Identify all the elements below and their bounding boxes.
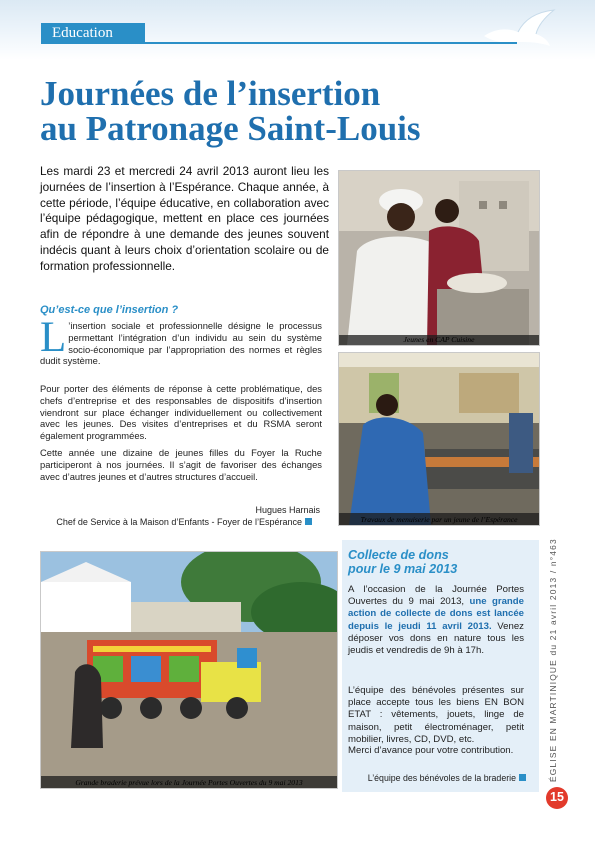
section-label: Education (52, 25, 113, 41)
donation-title-line-2: pour le 9 mai 2013 (348, 562, 458, 576)
donation-paragraph-2: L’équipe des bénévoles présentes sur place accepte tous les biens EN BON ETAT : vêtements, jouets, linge de maison, petit électroménager, petit mobilier, livres, CD, DVD, etc. (348, 685, 524, 745)
article-lead: Les mardi 23 et mercredi 24 avril 2013 auront lieu les journées de l’insertion à l’Espérance. Chaque année, à cette période, l’équipe éducative, en collaboration avec l’équipe pédagogique, mettent en place ces journées afin de répondre à une demande des jeunes souvent indécis quant à leurs choix d’orientation scolaire ou de formation professionnelle. (40, 164, 329, 273)
publication-sidebar: ÉGLISE EN MARTINIQUE du 21 avril 2013 / n°463 (548, 538, 558, 782)
end-mark-icon (305, 518, 312, 525)
author-role (40, 517, 312, 527)
donation-box-title (348, 548, 538, 576)
donation-paragraph-1 (348, 584, 524, 657)
author-name: Hugues Harnais (255, 505, 320, 515)
donation-signature-text: L’équipe des bénévoles de la braderie (367, 773, 516, 783)
dove-icon (478, 6, 558, 52)
article-paragraph-3: Cette année une dizaine de jeunes filles du Foyer la Ruche participeront à nos journées. Il s’agit de favoriser des échanges avec d’autres jeunes et d’autres structures d’accueil. (40, 447, 322, 482)
donation-paragraph-3: Merci d’avance pour votre contribution. (348, 745, 514, 756)
donation-title-line-1: Collecte de dons (348, 548, 449, 562)
kitchen-caption: Jeunes en CAP Cuisine (403, 335, 475, 344)
page-number: 15 (550, 790, 564, 804)
woodwork-scene-image (339, 353, 539, 525)
header-rule (41, 42, 517, 44)
fair-scene-image (41, 552, 337, 788)
donation-outro: Venez déposer vos dons en nature tous les jeudis et vendredis de 9h à 17h. (348, 620, 524, 657)
article-paragraph-1-text: ’insertion sociale et professionnelle désigne le processus permettant l’intégration d’un individu au sein du système socio-économique par l’appropriation des normes et règles dudit système. (40, 320, 322, 367)
article-paragraph-2: Pour porter des éléments de réponse à cette problématique, des chefs d’entreprise et des responsables de dispositifs d’insertion viendront sur place échanger individuellement ou collectivement avec les jeunes. Des visites d’entreprises et du RSMA seront également programmées. (40, 383, 322, 442)
article-paragraph-1 (40, 314, 322, 367)
photo-woodwork (338, 352, 540, 526)
woodwork-caption: Travaux de menuiserie par un jeune de l’Espérance (360, 515, 518, 524)
article-title-line-2: au Patronage Saint-Louis (40, 109, 421, 148)
kitchen-scene-image (339, 171, 539, 345)
article-title-line-1: Journées de l’insertion (40, 74, 381, 113)
article-subheading: Qu’est-ce que l’insertion ? (40, 304, 179, 316)
end-mark-icon (519, 774, 526, 781)
photo-fair (40, 551, 338, 789)
drop-cap: L (40, 314, 67, 361)
photo-kitchen (338, 170, 540, 346)
article-title (40, 76, 540, 146)
donation-intro: A l’occasion de la Journée Portes Ouvertes du 9 mai 2013, (348, 584, 524, 608)
fair-caption: Grande braderie prévue lors de la Journée Portes Ouvertes du 9 mai 2013 (75, 778, 303, 787)
donation-highlight: une grande action de collecte de dons est lancée depuis le jeudi 11 avril 2013. (348, 596, 524, 632)
author-role-text: Chef de Service à la Maison d’Enfants - Foyer de l’Espérance (56, 517, 302, 527)
donation-signature (348, 773, 526, 783)
